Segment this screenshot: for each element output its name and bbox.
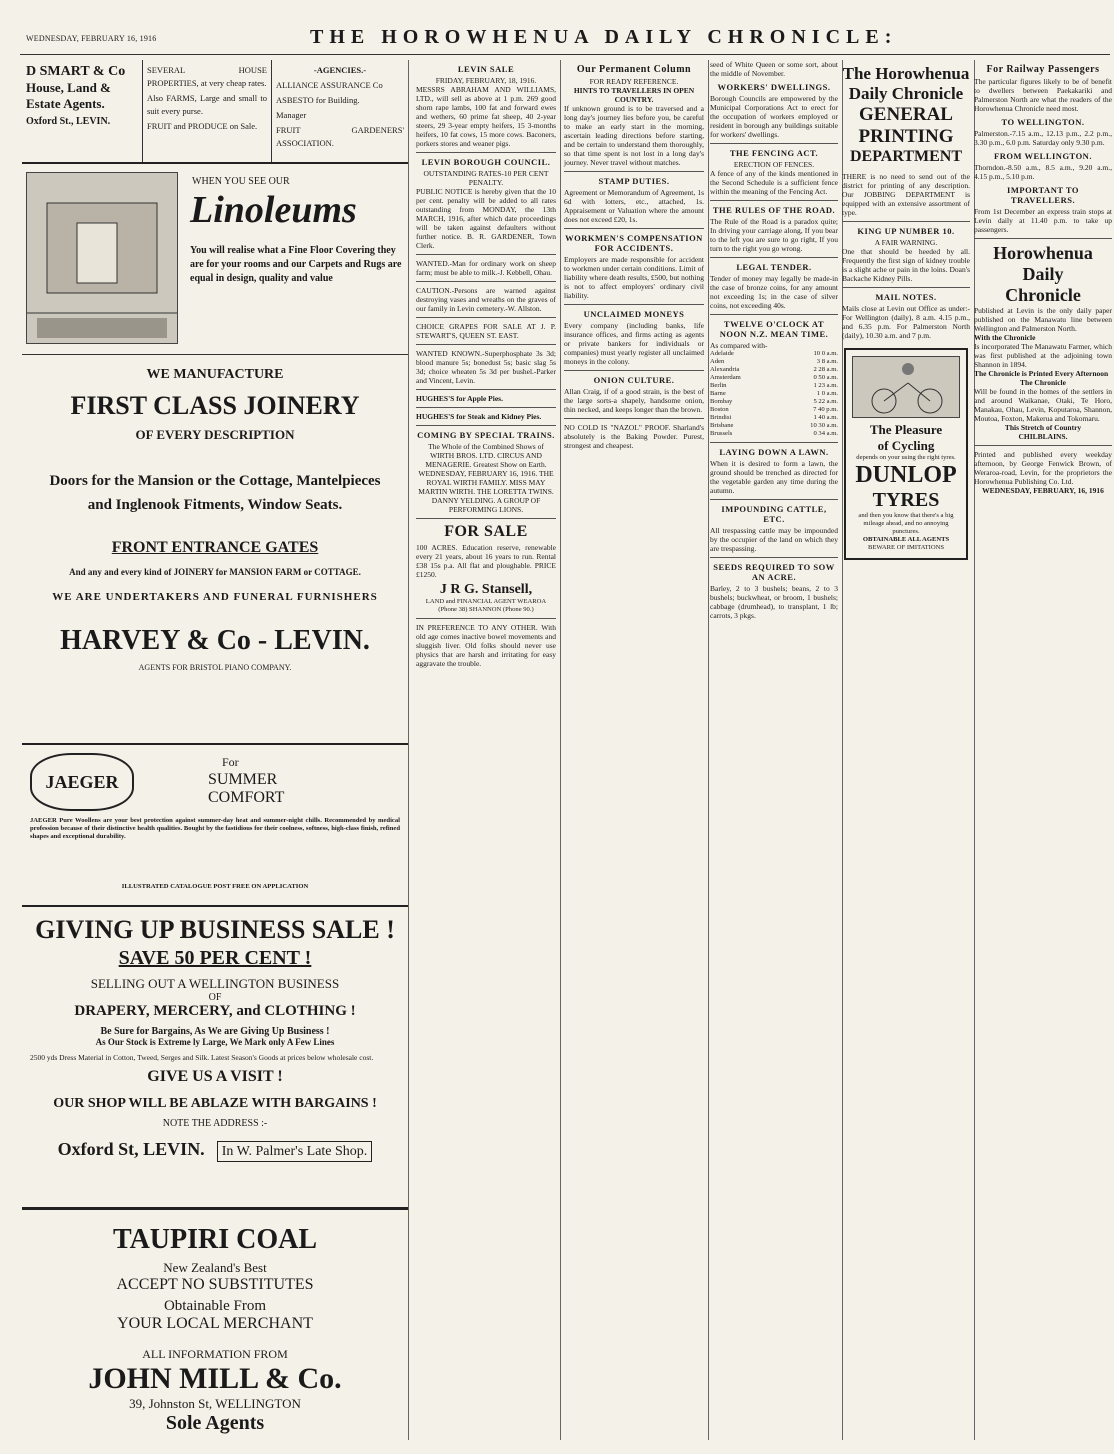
workers-dwellings-text: Borough Councils are empowered by the Municipal Corporations Act to erect for the occupation of workers employed or resident in borough any buildings suitable for workers' dwellings.	[710, 94, 838, 139]
legal-tender-heading: LEGAL TENDER.	[736, 262, 812, 272]
agencies-line2: ASBESTO for Building.	[276, 95, 360, 105]
sale-b: SAVE 50 PER CENT !	[118, 947, 312, 969]
fencing-act-sub: ERECTION OF FENCES.	[733, 160, 815, 169]
sale-e: DRAPERY, MERCERY, and CLOTHING !	[74, 1003, 356, 1019]
levin-sale-text: MESSRS ABRAHAM AND WILLIAMS, LTD., will sell as above at 1 p.m. 269 good shorn rape lambs, 100 fat and forward ewes and wethers, 60 prime fat sheep, 40 2-year steers, 29 3-year empty heifers, 15 3-months heifers, 10 fat cows, 15 more cows. Baconers, porkers stores and weaner pigs.	[416, 85, 556, 148]
time-row	[710, 406, 838, 414]
jaeger-foot: ILLUSTRATED CATALOGUE POST FREE ON APPLICATION	[121, 883, 309, 890]
coal-d: Obtainable From	[163, 1298, 267, 1314]
column-advertisements	[22, 60, 409, 1440]
cycle-d: DUNLOP	[855, 462, 957, 488]
time-city: Bombay	[710, 398, 733, 405]
time-city: Brisbane	[710, 422, 734, 429]
stamp-duties-text: Agreement or Memorandum of Agreement, 1s 6d with lotters, etc., attached, 1s. Appraisement or Valuation where the amount does not exceed £20, 1s.	[564, 188, 704, 224]
time-value: 0 34 a.m.	[813, 430, 838, 437]
smart-line3: Oxford St., LEVIN.	[26, 116, 111, 127]
joinery-i: AGENTS FOR BRISTOL PIANO COMPANY.	[138, 663, 292, 672]
cycle-f: and then you know that there's a big mileage ahead, and no annoying punctures.	[858, 512, 954, 535]
stansell-address: LAND and FINANCIAL AGENT WEAROA (Phone 38) SHANNON (Phone 90.)	[425, 598, 547, 613]
borough-council-sub: OUTSTANDING RATES-10 PER CENT PENALTY.	[423, 169, 549, 187]
issue-date: WEDNESDAY, FEBRUARY 16, 1916	[26, 34, 157, 43]
hints-text: If unknown ground is to be traversed and a long day's journey lies before you, be careful to make an early start in the morning, ascertain leading directions before starting, and be certain to understand them thoroughly, so that time spent is not lost in a long day's journey. Never travel without matches.	[564, 104, 704, 167]
sale-a: GIVING UP BUSINESS SALE !	[35, 915, 395, 944]
legal-tender-text: Tender of money may legally be made-in the case of bronze coins, for any amount not exceeding 1s; in the case of silver coins, not exceeding 40s.	[710, 274, 838, 310]
coal-f: ALL INFORMATION FROM	[142, 1347, 288, 1361]
kidney-heading: KING UP NUMBER 10.	[857, 226, 955, 236]
imprint-date: WEDNESDAY, FEBRUARY, 16, 1916	[982, 486, 1104, 495]
newspaper-title: THE HOROWHENUA DAILY CHRONICLE:	[310, 26, 898, 48]
circus-text: The Whole of the Combined Shows of WIRTH BROS. LTD. CIRCUS AND MENAGERIE. Greatest Show on Earth. WEDNESDAY, FEBRUARY 16, 1916. THE ROYAL WIRTH FAMILY. MISS MAY MARTIN WIRTH. THE LORETTA TWINS. DANNY YELDING. A GROUP OF PERFORMING LIONS.	[418, 442, 554, 514]
time-city: Brussels	[710, 430, 733, 437]
rules-road-heading: THE RULES OF THE ROAD.	[712, 205, 836, 215]
coal-a: TAUPIRI COAL	[112, 1224, 318, 1255]
time-value: 2 28 a.m.	[813, 366, 838, 373]
sale-g: As Our Stock is Extreme ly Large, We Mark only A Few Lines	[95, 1037, 335, 1047]
time-value: 10 30 a.m.	[810, 422, 838, 429]
time-row	[710, 366, 838, 374]
travellers-heading: IMPORTANT TO TRAVELLERS.	[1007, 185, 1079, 205]
smart-ad	[22, 60, 408, 164]
printing-text: THERE is no need to send out of the district for printing of any description. Our JOBBING DEPARTMENT is equipped with an extensive assortment of type.	[842, 172, 970, 217]
sale-f: Be Sure for Bargains, As We are Giving Up Business !	[100, 1026, 330, 1037]
sale-i: GIVE US A VISIT !	[147, 1068, 283, 1085]
chronicle-name-b: Daily	[1022, 264, 1064, 284]
jaeger-body: JAEGER Pure Woollens are your best protection against summer-day heat and summer-night chills. Recommended by medical profession because of their distinctive health qualities. Bought by the fastidious for their coolness, softness, high-class finish, refined shapes and exceptional durability.	[30, 817, 400, 840]
joinery-ad	[22, 367, 408, 745]
column-local-notices	[412, 60, 561, 1440]
jaeger-for: For	[222, 755, 239, 769]
joinery-h: HARVEY & Co - LEVIN.	[60, 625, 370, 656]
column-printing	[838, 60, 975, 1440]
room-illustration-icon	[26, 172, 178, 344]
smart-name: D SMART & Co	[26, 64, 126, 79]
sale-c: SELLING OUT A WELLINGTON BUSINESS	[90, 976, 340, 991]
stansell-name: J R G. Stansell,	[439, 582, 533, 597]
imprint-text: Printed and published every weekday afternoon, by George Fenwick Brown, of Weraroa-road, Levin, for the proprietors the Horowhenua Publishing Co. Ltd.	[974, 450, 1112, 486]
mail-notes-heading: MAIL NOTES.	[875, 292, 937, 302]
column-reference	[706, 60, 843, 1440]
coal-c: ACCEPT NO SUBSTITUTES	[116, 1276, 314, 1293]
jaeger-ad	[22, 745, 408, 907]
printing-paper-name-a: The Horowhenua	[842, 64, 970, 83]
column-permanent	[560, 60, 709, 1440]
noon-time-sub: As compared with-	[710, 341, 768, 350]
preference-text: IN PREFERENCE TO ANY OTHER. With old age comes inactive bowel movements and sluggish liver. Old folks should never use physics that are harsh and irritating for easy aggravate the trouble.	[416, 623, 556, 668]
time-value: 3 8 a.m.	[816, 358, 838, 365]
sale-d: OF	[208, 992, 222, 1003]
grapes-text: CHOICE GRAPES FOR SALE AT J. P. STEWART'S, QUEEN ST. EAST.	[416, 322, 556, 340]
levin-sale-date: FRIDAY, FEBRUARY, 18, 1916.	[435, 76, 537, 85]
jaeger-comfort: COMFORT	[208, 789, 285, 806]
stretch-heading: This Stretch of Country	[1004, 423, 1082, 432]
borough-council-heading: LEVIN BOROUGH COUNCIL.	[421, 157, 551, 167]
rules-road-text: The Rule of the Road is a paradox quite; In driving your carriage along, If you bear to the left you are sure to go right, If you turn to the right you go wrong.	[710, 217, 838, 253]
column-railway	[970, 60, 1114, 1440]
time-row	[710, 398, 838, 406]
time-table	[710, 350, 838, 438]
joinery-g: WE ARE UNDERTAKERS AND FUNERAL FURNISHERS	[52, 591, 378, 603]
travellers-text: From 1st December an express train stops at Levin daily at 11.40 p.m. to take up passengers.	[974, 207, 1112, 234]
smart-line1: House, Land &	[26, 80, 111, 95]
smart-line2: Estate Agents.	[26, 96, 105, 111]
permanent-column-title: Our Permanent Column	[576, 64, 692, 75]
hughes-apple: HUGHES'S for Apple Pies.	[416, 394, 503, 403]
coal-g: JOHN MILL & Co.	[88, 1362, 342, 1395]
props-line2: Also FARMS, Large and small to suit every purse.	[147, 93, 267, 116]
unclaimed-moneys-text: Every company (including banks, life insurance offices, and firms acting as agents or private bankers for individuals or companies) must yearly register all unclaimed moneys in the colony.	[564, 321, 704, 366]
chilblains-heading: CHILBLAINS.	[1018, 432, 1068, 441]
printing-general: GENERAL	[859, 104, 953, 125]
hughes-steak: HUGHES'S for Steak and Kidney Pies.	[416, 412, 542, 421]
time-city: Alexandria	[710, 366, 740, 373]
agencies-line4: FRUIT GARDENERS' ASSOCIATION.	[276, 125, 404, 148]
time-row	[710, 374, 838, 382]
from-wellington-heading: FROM WELLINGTON.	[994, 151, 1092, 161]
chronicle-text: Published at Levin is the only daily paper published on the Manawatu line between Wellington and Palmerston North.	[974, 306, 1112, 333]
time-city: Brindisi	[710, 414, 732, 421]
time-row	[710, 382, 838, 390]
lawn-heading: LAYING DOWN A LAWN.	[719, 447, 829, 457]
coal-b: New Zealand's Best	[163, 1260, 267, 1275]
special-trains-heading: COMING BY SPECIAL TRAINS.	[417, 430, 555, 440]
the-chronicle-text: Will be found in the homes of the settlers in and around Waikanae, Otaki, Te Horo, Manakau, Ohau, Levin, Koputaroa, Shannon, Moutoa, Foxton, Makerua and Tokomaru.	[974, 387, 1112, 423]
time-row	[710, 422, 838, 430]
time-value: 1 23 a.m.	[813, 382, 838, 389]
kidney-text: One that should be heeded by all. Frequently the first sign of kidney trouble is a slight ache or pain in the loins. Doan's Backache Kidney Pills.	[842, 247, 970, 283]
agencies-line3: Manager	[276, 110, 307, 120]
time-city: Adelaide	[710, 350, 734, 357]
dunlop-ad	[844, 348, 968, 560]
sale-l: Oxford St, LEVIN.	[57, 1139, 205, 1159]
fencing-act-heading: THE FENCING ACT.	[729, 148, 819, 158]
printed-afternoon: The Chronicle is Printed Every Afternoon	[974, 369, 1109, 378]
time-city: Berlin	[710, 382, 727, 389]
seed-text: seed of White Queen or some sort, about the middle of November.	[710, 60, 838, 78]
onion-culture-text: Allan Craig, if of a good strain, is the best of the large sorts-a shapely, handsome onion, thin necked, and keeps longer than the brown.	[564, 387, 704, 414]
coal-i: Sole Agents	[165, 1412, 265, 1434]
stamp-duties-heading: STAMP DUTIES.	[598, 176, 670, 186]
railway-intro: The particular figures likely to be of benefit to dwellers between Paekakariki and Palmerston North are what the readers of the Horowhenua Chronicle need most.	[974, 77, 1112, 113]
joinery-f: And any and every kind of JOINERY for MANSION FARM or COTTAGE.	[69, 567, 361, 577]
joinery-a: WE MANUFACTURE	[146, 367, 284, 382]
caution-text: CAUTION.-Persons are warned against destroying vases and wreaths on the graves of our family in Levin cemetery.-W. Allston.	[416, 286, 556, 313]
time-value: 10 0 a.m.	[813, 350, 838, 357]
sale-j: OUR SHOP WILL BE ABLAZE WITH BARGAINS !	[53, 1096, 377, 1111]
coal-h: 39, Johnston St, WELLINGTON	[129, 1396, 301, 1411]
hints-heading: HINTS TO TRAVELLERS IN OPEN COUNTRY.	[573, 86, 695, 104]
time-row	[710, 430, 838, 438]
with-chronicle-heading: With the Chronicle	[974, 333, 1036, 342]
props-line3: FRUIT and PRODUCE on Sale.	[147, 121, 258, 131]
linoleum-ad	[22, 164, 408, 355]
nazol-text: NO COLD IS "NAZOL" PROOF. Sharland's absolutely is the Baking Powder. Purest, strongest and cheapest.	[564, 423, 704, 450]
time-row	[710, 414, 838, 422]
cyclist-illustration-icon	[852, 356, 960, 418]
lawn-text: When it is desired to form a lawn, the ground should be trenched as directed for the vegetable garden any time during the autumn.	[710, 459, 838, 495]
time-value: 5 22 a.m.	[813, 398, 838, 405]
business-sale-ad	[22, 915, 408, 1210]
cycle-h: BEWARE OF IMITATIONS	[867, 544, 945, 551]
cycle-e: TYRES	[872, 489, 940, 511]
wanted-known-text: WANTED KNOWN.-Superphosphate 3s 3d; blood manure 5s; bonedust 5s; basic slag 5s 3d; choice wheaten 5s 3d per bushel.-Parker and Vincent, Levin.	[416, 349, 556, 385]
fencing-act-text: A fence of any of the kinds mentioned in the Second Schedule is a sufficient fence within the meaning of the Fencing Act.	[710, 169, 838, 196]
unclaimed-moneys-heading: UNCLAIMED MONEYS	[583, 309, 685, 319]
lino-body: You will realise what a Fine Floor Covering they are for your rooms and our Carpets and Rugs are equal in design, quality and value	[190, 245, 402, 284]
workmen-compensation-text: Employers are made responsible for accident to workmen under certain conditions. Limit of liability where death results, £500, but nothing is not to affect employers' ordinary civil liability.	[564, 255, 704, 300]
jaeger-summer: SUMMER	[208, 771, 278, 788]
time-city: Amsterdam	[710, 374, 741, 381]
for-sale-heading: FOR SALE	[444, 523, 528, 540]
workmen-compensation-heading: WORKMEN'S COMPENSATION FOR ACCIDENTS.	[565, 233, 703, 253]
cycle-a: The Pleasure	[869, 422, 943, 437]
time-city: Aden	[710, 358, 725, 365]
seeds-text: Barley, 2 to 3 bushels; beans, 2 to 3 bushels; buckwheat, or broom, 1 bushels; cabbage (drumhead), to transplant, 1 lb; carrots, 3 pkgs.	[710, 584, 838, 620]
onion-culture-heading: ONION CULTURE.	[593, 375, 675, 385]
impounding-text: All trespassing cattle may be impounded by the occupier of the land on which they are trespassing.	[710, 526, 838, 553]
borough-council-text: PUBLIC NOTICE is hereby given that the 10 per cent. penalty will be added to all rates outstanding from MONDAY, the 13th MARCH, 1916, after which date proceedings will be taken against defaulters without further notice. B. R. GARDENER, Town Clerk.	[416, 187, 556, 250]
lino-name: Linoleums	[190, 189, 357, 231]
cycle-g: OBTAINABLE ALL AGENTS	[862, 536, 950, 543]
printing-paper-name-b: Daily Chronicle	[848, 84, 964, 103]
masthead	[20, 22, 1110, 55]
kidney-sub: A FAIR WARNING.	[874, 238, 938, 247]
wanted-man-text: WANTED.-Man for ordinary work on sheep farm; must be able to milk.-J. Kebbell, Ohau.	[416, 259, 556, 277]
workers-dwellings-heading: WORKERS' DWELLINGS.	[717, 82, 831, 92]
sale-k: NOTE THE ADDRESS :-	[162, 1118, 268, 1129]
time-value: 1 0 a.m.	[816, 390, 838, 397]
mail-notes-text: Mails close at Levin out Office as under:- For Wellington (daily), 8 a.m. 4.15 p.m., and 6.35 p.m. For Palmerston North (daily), 10.30 a.m. and 7 p.m.	[842, 304, 970, 340]
agencies-title: -AGENCIES.-	[313, 65, 367, 75]
joinery-d: Doors for the Mansion or the Cottage, Mantelpieces and Inglenook Fitments, Window Seats.	[49, 473, 381, 513]
levin-sale-heading: LEVIN SALE	[457, 64, 515, 74]
joinery-b: FIRST CLASS JOINERY	[70, 391, 360, 420]
props-line1: SEVERAL HOUSE PROPERTIES, at very cheap rates.	[147, 65, 267, 88]
for-sale-text: 100 ACRES. Education reserve, renewable every 21 years, about 16 years to run. Rental £38 15s p.a. All flat and ploughable. PRICE £1250.	[416, 543, 556, 579]
lino-top: WHEN YOU SEE OUR	[192, 176, 290, 187]
from-wellington-text: Thorndon.-8.50 a.m., 8.5 a.m., 9.20 a.m., 4.15 p.m., 5.10 p.m.	[974, 163, 1112, 181]
taupiri-coal-ad	[22, 1224, 408, 1440]
with-chronicle-text: Is incorporated The Manawatu Farmer, which was first published at the adjoining town Shannon in 1894.	[974, 342, 1112, 369]
time-value: 7 40 p.m.	[813, 406, 838, 413]
chronicle-name-c: Chronicle	[1005, 285, 1081, 305]
time-row	[710, 390, 838, 398]
sale-h: 2500 yds Dress Material in Cotton, Tweed, Serges and Silk. Latest Season's Goods at prices below wholesale cost.	[30, 1053, 374, 1062]
the-chronicle-heading: The Chronicle	[1020, 378, 1066, 387]
time-row	[710, 358, 838, 366]
joinery-c: OF EVERY DESCRIPTION	[135, 427, 295, 442]
agencies-line1: ALLIANCE ASSURANCE Co	[276, 80, 383, 90]
chronicle-name-a: Horowhenua	[993, 243, 1093, 263]
coal-e: YOUR LOCAL MERCHANT	[117, 1315, 313, 1332]
cycle-c: depends on your using the right tyres.	[856, 454, 956, 461]
sale-m: In W. Palmer's Late Shop.	[217, 1141, 373, 1162]
to-wellington-text: Palmerston.-7.15 a.m., 12.13 p.m., 2.2 p.m., 3.30 p.m., 6.0 p.m. Saturday only 9.30 p.m.	[974, 129, 1112, 147]
time-value: 1 40 a.m.	[813, 414, 838, 421]
to-wellington-heading: TO WELLINGTON.	[1001, 117, 1085, 127]
time-city: Boston	[710, 406, 729, 413]
printing-department: DEPARTMENT	[849, 148, 963, 165]
cycle-b: of Cycling	[877, 438, 935, 453]
time-row	[710, 350, 838, 358]
printing-printing: PRINTING	[858, 126, 954, 147]
seeds-heading: SEEDS REQUIRED TO SOW AN ACRE.	[713, 562, 835, 582]
time-city: Barne	[710, 390, 726, 397]
time-value: 0 50 a.m.	[813, 374, 838, 381]
joinery-e: FRONT ENTRANCE GATES	[111, 539, 319, 556]
noon-time-heading: TWELVE O'CLOCK AT NOON N.Z. MEAN TIME.	[719, 319, 829, 339]
jaeger-logo: JAEGER	[30, 753, 134, 811]
railway-heading: For Railway Passengers	[986, 64, 1100, 75]
permanent-column-sub: FOR READY REFERENCE.	[589, 77, 679, 86]
impounding-heading: IMPOUNDING CATTLE, ETC.	[721, 504, 827, 524]
